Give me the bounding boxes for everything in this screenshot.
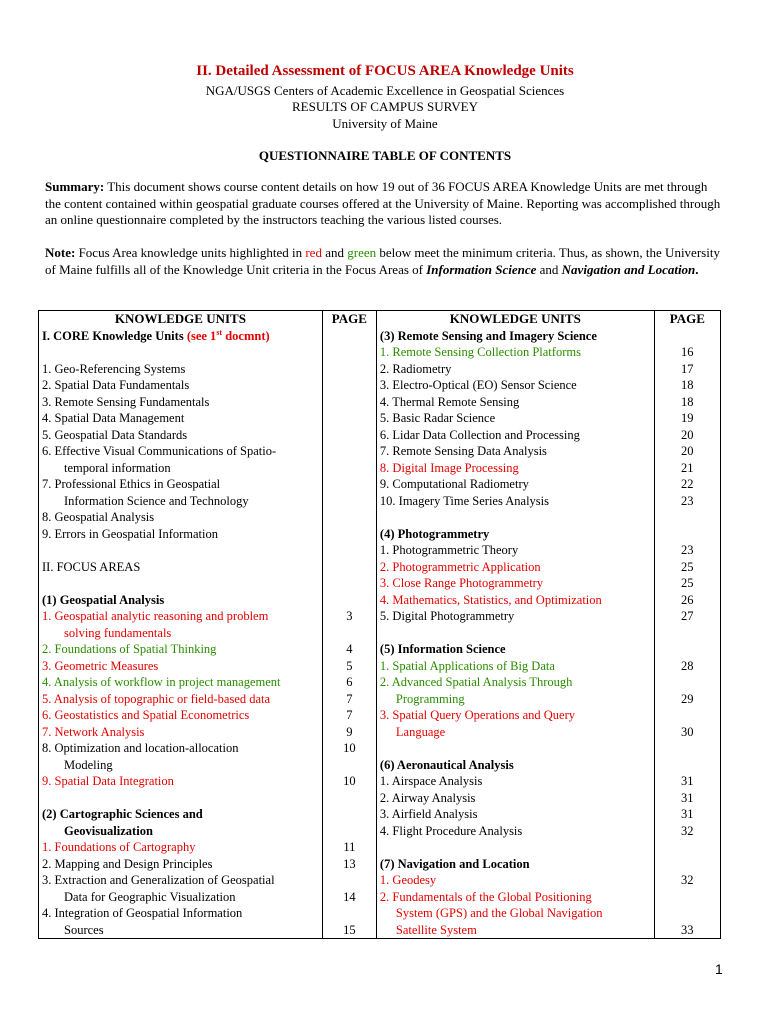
knowledge-unit-line: [42, 361, 319, 378]
knowledge-unit-text: 6. Geostatistics and Spatial Econometrics: [42, 708, 250, 722]
knowledge-unit-line: [380, 410, 651, 427]
subtitle-program: NGA/USGS Centers of Academic Excellence in Geospatial Sciences: [205, 83, 565, 98]
knowledge-unit-text: 4. Flight Procedure Analysis: [379, 823, 523, 838]
header-page-left: PAGE: [322, 311, 376, 328]
page-number-cell: [658, 839, 717, 856]
knowledge-unit-line: [42, 427, 319, 444]
knowledge-unit-line: [42, 872, 319, 889]
page-number-cell: [326, 361, 373, 378]
knowledge-unit-line: [42, 559, 319, 576]
knowledge-unit-text: 1. Photogrammetric Theory: [379, 543, 519, 557]
knowledge-unit-text: 1. Geospatial analytic reasoning and problem: [42, 609, 269, 623]
subtitle-university: University of Maine: [332, 116, 438, 131]
knowledge-unit-text: 2. Radiometry: [379, 361, 452, 376]
knowledge-unit-line: [42, 410, 319, 427]
knowledge-unit-line: [42, 707, 319, 724]
knowledge-unit-line: [380, 344, 651, 361]
page-number-cell: [658, 740, 717, 757]
knowledge-unit-line: [42, 476, 319, 493]
knowledge-unit-line: [42, 740, 319, 757]
page-number-cell: 25: [681, 559, 694, 574]
note-text-3: below meet the minimum criteria. Thus, as shown, the University of Maine fulfills all of the Knowledge Unit criteria in the Focus Areas of: [45, 245, 720, 277]
page-number-cell: [326, 493, 373, 510]
knowledge-unit-text: 9. Spatial Data Integration: [42, 774, 174, 788]
knowledge-unit-line: [380, 575, 651, 592]
page-number-cell: [326, 823, 373, 840]
page-number-cell: [326, 757, 373, 774]
knowledge-unit-text: Satellite System: [395, 922, 477, 937]
summary-label: Summary:: [45, 179, 105, 194]
knowledge-unit-text: 1. Foundations of Cartography: [42, 840, 196, 854]
knowledge-unit-line: [42, 856, 319, 873]
knowledge-unit-text: 4. Mathematics, Statistics, and Optimization: [379, 592, 602, 607]
knowledge-unit-text: 3. Geometric Measures: [42, 658, 159, 673]
knowledge-unit-line: [42, 889, 319, 906]
knowledge-unit-line: [380, 493, 651, 510]
header-knowledge-units-right: KNOWLEDGE UNITS: [376, 311, 654, 328]
page-number-cell: 9: [346, 724, 353, 739]
page-number-cell: [658, 905, 717, 922]
knowledge-unit-text: 3. Extraction and Generalization of Geospatial: [42, 873, 275, 887]
knowledge-unit-line: [380, 625, 651, 642]
knowledge-unit-text: 3. Electro-Optical (EO) Sensor Science: [379, 378, 577, 392]
note-paragraph: [45, 245, 725, 278]
knowledge-unit-text: System (GPS) and the Global Navigation: [395, 906, 603, 920]
knowledge-unit-line: [380, 559, 651, 576]
knowledge-unit-text: Programming: [395, 691, 465, 706]
page-number-cell: [658, 757, 717, 774]
page-number-cell: [326, 526, 373, 543]
page-number-cell: 18: [681, 394, 694, 409]
knowledge-unit-text: Modeling: [64, 757, 113, 772]
page-number-cell: [326, 542, 373, 559]
knowledge-unit-line: [380, 592, 651, 609]
page-number-cell: 15: [343, 922, 356, 937]
knowledge-unit-text: 9. Computational Radiometry: [379, 477, 529, 491]
page-number-cell: [658, 707, 717, 724]
knowledge-unit-line: [380, 658, 651, 675]
page-number-cell: 20: [681, 427, 694, 442]
page-number-cell: 19: [681, 411, 694, 425]
knowledge-unit-text: 1. Remote Sensing Collection Platforms: [379, 345, 581, 359]
page-number-cell: [326, 443, 373, 460]
knowledge-unit-line: [42, 691, 319, 708]
page-number-cell: 10: [343, 741, 356, 755]
knowledge-unit-text: Sources: [64, 922, 104, 937]
page-number-cell: 33: [681, 922, 694, 937]
page-number-cell: [326, 509, 373, 526]
page-number-cell: [326, 872, 373, 889]
knowledge-unit-line: [42, 608, 319, 625]
page-number-cell: 14: [343, 889, 356, 904]
page-number-cell: 4: [346, 642, 353, 656]
knowledge-unit-line: [380, 377, 651, 394]
note-text-2: and: [325, 245, 344, 260]
page-number-cell: [326, 806, 373, 823]
right-units-column: [376, 328, 654, 939]
knowledge-unit-text: 6. Effective Visual Communications of Spatio-: [42, 444, 277, 458]
right-page-column: [654, 328, 720, 939]
toc-heading: QUESTIONNAIRE TABLE OF CONTENTS: [258, 148, 512, 163]
page-number-cell: 27: [681, 609, 694, 623]
page-number-cell: 13: [343, 856, 356, 871]
knowledge-unit-text: 2. Foundations of Spatial Thinking: [42, 642, 217, 656]
knowledge-unit-line: [42, 460, 319, 477]
page-number-cell: [658, 674, 717, 691]
page-number-cell: 29: [681, 691, 694, 706]
knowledge-unit-text: 1. Geo-Referencing Systems: [42, 361, 186, 376]
knowledge-unit-line: [42, 790, 319, 807]
knowledge-unit-line: [42, 526, 319, 543]
knowledge-unit-line: [380, 823, 651, 840]
table-body-row: [39, 328, 721, 939]
knowledge-unit-text: 7. Remote Sensing Data Analysis: [379, 444, 547, 458]
knowledge-unit-line: [380, 905, 651, 922]
knowledge-unit-line: [42, 625, 319, 642]
knowledge-unit-line: [42, 493, 319, 510]
page-number-cell: 31: [681, 790, 694, 805]
knowledge-unit-text: 2. Photogrammetric Application: [379, 559, 541, 574]
knowledge-unit-text: 1. Spatial Applications of Big Data: [379, 658, 555, 673]
page-number-cell: [326, 476, 373, 493]
page-number-cell: [326, 905, 373, 922]
page-number-cell: [326, 328, 373, 345]
knowledge-unit-line: [42, 394, 319, 411]
page-number-cell: [326, 377, 373, 394]
knowledge-unit-line: [42, 806, 319, 823]
knowledge-unit-line: [380, 608, 651, 625]
knowledge-unit-line: [42, 724, 319, 741]
knowledge-unit-text: 5. Analysis of topographic or field-based data: [42, 691, 271, 706]
knowledge-unit-line: [380, 856, 651, 873]
knowledge-unit-line: [42, 592, 319, 609]
knowledge-unit-text: solving fundamentals: [64, 625, 172, 640]
knowledge-unit-line: [380, 707, 651, 724]
knowledge-unit-line: [380, 328, 651, 345]
page-number-cell: [326, 575, 373, 592]
left-page-column: [322, 328, 376, 939]
knowledge-unit-text: 10. Imagery Time Series Analysis: [379, 493, 550, 508]
note-text-4: and: [539, 261, 559, 277]
knowledge-unit-line: [380, 839, 651, 856]
page-number-cell: [658, 328, 717, 345]
subtitle-survey: RESULTS OF CAMPUS SURVEY: [292, 99, 478, 114]
knowledge-unit-text: Data for Geographic Visualization: [64, 889, 236, 904]
knowledge-unit-line: [380, 724, 651, 741]
knowledge-unit-line: [380, 509, 651, 526]
knowledge-unit-text: Language: [395, 724, 446, 739]
knowledge-unit-text: (1) Geospatial Analysis: [42, 592, 165, 607]
knowledge-unit-line: [42, 839, 319, 856]
page-number-cell: 31: [681, 807, 694, 821]
knowledge-unit-line: [380, 526, 651, 543]
page-number-cell: 10: [343, 774, 356, 788]
knowledge-unit-text: (7) Navigation and Location: [379, 856, 530, 871]
knowledge-unit-line: [42, 641, 319, 658]
page-number-cell: [326, 460, 373, 477]
page-number-cell: 26: [681, 592, 694, 607]
page-number-cell: [658, 856, 717, 873]
page-number-cell: 28: [681, 658, 694, 673]
knowledge-unit-line: [42, 443, 319, 460]
page-number-cell: [658, 641, 717, 658]
knowledge-unit-text: (5) Information Science: [379, 642, 506, 656]
page-number-cell: [326, 410, 373, 427]
knowledge-unit-line: [42, 542, 319, 559]
knowledge-unit-text: 2. Mapping and Design Principles: [42, 856, 213, 871]
knowledge-unit-text: 4. Analysis of workflow in project management: [42, 675, 281, 689]
knowledge-unit-line: [380, 773, 651, 790]
knowledge-unit-line: [380, 757, 651, 774]
knowledge-unit-text: 8. Geospatial Analysis: [42, 510, 155, 524]
knowledge-unit-text: (2) Cartographic Sciences and: [42, 807, 203, 821]
knowledge-unit-line: [380, 740, 651, 757]
page-number-cell: 3: [346, 609, 353, 623]
knowledge-unit-text: 9. Errors in Geospatial Information: [42, 526, 218, 541]
knowledge-unit-line: [42, 922, 319, 939]
summary-paragraph: [45, 179, 725, 229]
page-number-cell: 18: [681, 378, 694, 392]
knowledge-unit-text: 5. Geospatial Data Standards: [42, 427, 188, 442]
knowledge-unit-text: 1. Airspace Analysis: [379, 774, 483, 788]
knowledge-unit-text: 5. Digital Photogrammetry: [379, 609, 515, 623]
knowledge-unit-text: (3) Remote Sensing and Imagery Science: [379, 328, 597, 343]
knowledge-unit-text: 4. Integration of Geospatial Information: [42, 906, 243, 920]
knowledge-unit-text: Geovisualization: [64, 823, 153, 838]
knowledge-unit-line: [380, 542, 651, 559]
page-number-cell: [658, 526, 717, 543]
page-number-cell: 7: [346, 691, 353, 706]
knowledge-unit-text: 7. Professional Ethics in Geospatial: [42, 477, 221, 491]
knowledge-unit-text: 2. Spatial Data Fundamentals: [42, 378, 190, 392]
knowledge-unit-line: [42, 773, 319, 790]
knowledge-unit-line: [380, 674, 651, 691]
document-title: II. Detailed Assessment of FOCUS AREA Knowledge Units: [196, 63, 574, 79]
page-number-cell: 23: [681, 493, 694, 508]
page-number-cell: [326, 559, 373, 576]
knowledge-unit-line: [380, 476, 651, 493]
page-number-cell: [658, 625, 717, 642]
note-area-navigation: Navigation and Location: [561, 261, 696, 277]
page-number-cell: 25: [681, 576, 694, 590]
header-knowledge-units-left: KNOWLEDGE UNITS: [39, 311, 323, 328]
page-number-cell: [658, 889, 717, 906]
knowledge-unit-text: 3. Airfield Analysis: [379, 807, 478, 821]
table-header-row: [39, 311, 721, 328]
page-number-cell: [326, 790, 373, 807]
knowledge-unit-line: [42, 344, 319, 361]
note-area-information-science: Information Science: [426, 261, 537, 277]
knowledge-unit-line: [380, 872, 651, 889]
left-units-column: [39, 328, 323, 939]
knowledge-unit-line: [380, 922, 651, 939]
page-number-cell: 32: [681, 873, 694, 887]
page-number-cell: [326, 592, 373, 609]
page-number-cell: 16: [681, 345, 694, 359]
page-number-cell: [658, 509, 717, 526]
page-number-cell: 21: [681, 460, 694, 475]
knowledge-unit-text: (4) Photogrammetry: [379, 526, 490, 541]
knowledge-unit-line: [380, 641, 651, 658]
knowledge-unit-text: 2. Airway Analysis: [379, 790, 476, 805]
note-label: Note:: [45, 245, 76, 260]
page-number-cell: [326, 344, 373, 361]
knowledge-unit-text: I. CORE Knowledge Units: [42, 328, 184, 343]
page-number-cell: 11: [343, 840, 356, 854]
page-number-cell: [326, 394, 373, 411]
knowledge-unit-text: temporal information: [64, 460, 171, 475]
knowledge-unit-line: [42, 905, 319, 922]
knowledge-unit-line: [380, 806, 651, 823]
page-number-cell: 22: [681, 477, 694, 491]
knowledge-units-table: [38, 310, 721, 939]
knowledge-unit-text: Information Science and Technology: [64, 493, 249, 508]
note-period: .: [695, 261, 699, 277]
knowledge-unit-text: 5. Basic Radar Science: [379, 411, 496, 425]
page-number-cell: 32: [681, 823, 694, 838]
knowledge-unit-line: [380, 460, 651, 477]
header-page-right: PAGE: [654, 311, 720, 328]
knowledge-unit-text: 3. Spatial Query Operations and Query: [379, 708, 576, 722]
knowledge-unit-line: [42, 823, 319, 840]
knowledge-unit-text: 4. Spatial Data Management: [42, 411, 185, 425]
knowledge-unit-line: [380, 361, 651, 378]
page-number-cell: 30: [681, 724, 694, 739]
knowledge-unit-line: [42, 658, 319, 675]
page-number-cell: 17: [681, 361, 694, 376]
knowledge-unit-line: [380, 427, 651, 444]
knowledge-unit-line: [42, 328, 319, 345]
page-number: 1: [715, 961, 723, 977]
knowledge-unit-text: 8. Optimization and location-allocation: [42, 741, 239, 755]
summary-text: This document shows course content details on how 19 out of 36 FOCUS AREA Knowledge Units are met through the content contained within geospatial graduate courses offered at the University of Maine. Reporting was accomplished through an online questionnaire completed by the instructors teaching the various listed courses.: [45, 179, 721, 227]
knowledge-unit-text: 6. Lidar Data Collection and Processing: [379, 427, 580, 442]
note-red-word: red: [305, 245, 322, 260]
knowledge-unit-line: [42, 757, 319, 774]
knowledge-unit-text: 8. Digital Image Processing: [379, 460, 519, 475]
knowledge-unit-line: [42, 509, 319, 526]
knowledge-unit-line: [380, 790, 651, 807]
knowledge-unit-text: 3. Close Range Photogrammetry: [379, 576, 544, 590]
core-reference-note: (see 1st docmnt): [186, 327, 270, 343]
note-green-word: green: [347, 245, 377, 260]
knowledge-unit-line: [380, 889, 651, 906]
page-number-cell: 6: [346, 675, 353, 689]
page-number-cell: 31: [681, 774, 694, 788]
knowledge-unit-text: 2. Advanced Spatial Analysis Through: [379, 675, 573, 689]
knowledge-unit-text: II. FOCUS AREAS: [42, 559, 141, 574]
knowledge-unit-line: [42, 575, 319, 592]
knowledge-unit-line: [380, 443, 651, 460]
knowledge-unit-line: [380, 394, 651, 411]
knowledge-unit-text: (6) Aeronautical Analysis: [379, 757, 514, 772]
knowledge-unit-line: [42, 674, 319, 691]
knowledge-unit-text: 1. Geodesy: [379, 873, 437, 887]
page-number-cell: 20: [681, 444, 694, 458]
knowledge-unit-line: [380, 691, 651, 708]
knowledge-unit-text: 2. Fundamentals of the Global Positioning: [379, 889, 592, 904]
page-number-cell: [326, 625, 373, 642]
page-number-cell: 23: [681, 543, 694, 557]
note-text-1: Focus Area knowledge units highlighted in: [78, 245, 303, 260]
knowledge-unit-text: 7. Network Analysis: [42, 724, 145, 739]
page-number-cell: 7: [346, 708, 353, 722]
knowledge-unit-text: 4. Thermal Remote Sensing: [379, 394, 520, 409]
page-number-cell: [326, 427, 373, 444]
page-number-cell: 5: [346, 658, 353, 673]
knowledge-unit-line: [42, 377, 319, 394]
knowledge-unit-text: 3. Remote Sensing Fundamentals: [42, 394, 210, 409]
